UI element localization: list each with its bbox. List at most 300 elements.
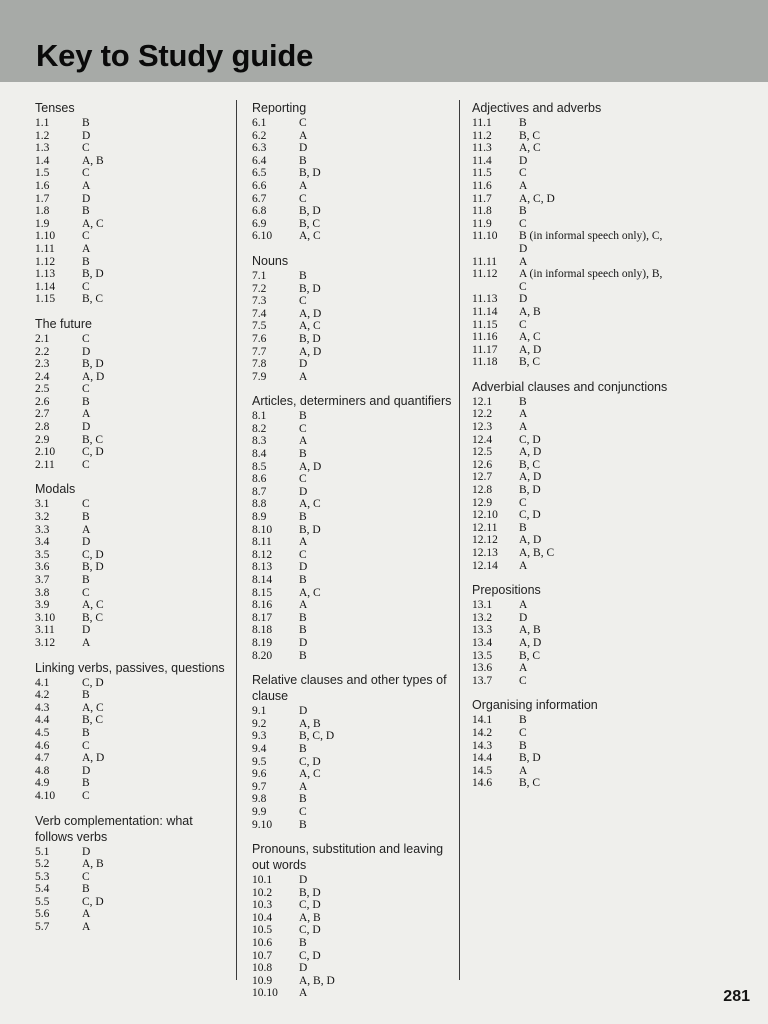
answer-row xyxy=(252,180,452,193)
question-number: 1.10 xyxy=(35,230,56,243)
question-number: 4.9 xyxy=(35,777,50,790)
question-number: 3.1 xyxy=(35,498,50,511)
answer-value: A, C xyxy=(519,331,541,344)
column-divider xyxy=(236,100,237,980)
question-number: 9.10 xyxy=(252,818,273,831)
answer-value: A, C xyxy=(299,768,321,781)
question-number: 11.14 xyxy=(472,305,498,318)
answer-value: D xyxy=(299,705,308,718)
question-number: 6.2 xyxy=(252,129,267,142)
question-number: 5.3 xyxy=(35,870,50,883)
question-number: 9.4 xyxy=(252,742,267,755)
question-number: 7.1 xyxy=(252,269,267,282)
answer-value: A xyxy=(82,921,91,934)
answer-row xyxy=(472,612,672,625)
question-number: 10.5 xyxy=(252,924,273,937)
question-number: 10.4 xyxy=(252,911,273,924)
answer-row xyxy=(252,937,452,950)
answer-row xyxy=(35,358,231,371)
answer-value: C, D xyxy=(519,433,541,446)
question-number: 7.2 xyxy=(252,282,267,295)
question-number: 10.6 xyxy=(252,937,273,950)
answer-value: D xyxy=(519,293,528,306)
answer-value: C xyxy=(519,217,527,230)
answer-value: A, D xyxy=(519,446,542,459)
answer-row xyxy=(252,743,452,756)
question-number: 3.12 xyxy=(35,636,56,649)
answer-row xyxy=(472,155,672,168)
question-number: 3.8 xyxy=(35,586,50,599)
answer-row xyxy=(472,306,672,319)
answer-value: A xyxy=(299,370,308,383)
answer-value: C xyxy=(299,805,307,818)
question-number: 1.15 xyxy=(35,293,56,306)
answer-value: A xyxy=(82,179,91,192)
answer-row xyxy=(35,293,231,306)
answer-value: B xyxy=(82,255,90,268)
question-number: 1.5 xyxy=(35,167,50,180)
answer-row xyxy=(472,637,672,650)
answer-value: B xyxy=(299,742,307,755)
answer-row xyxy=(472,522,672,535)
answer-row xyxy=(472,117,672,130)
answer-row xyxy=(35,561,231,574)
answer-row xyxy=(472,396,672,409)
answer-row xyxy=(35,498,231,511)
question-number: 10.3 xyxy=(252,899,273,912)
question-number: 6.9 xyxy=(252,217,267,230)
answer-value: A, C xyxy=(82,701,104,714)
answer-value: D xyxy=(82,345,91,358)
answer-row xyxy=(35,434,231,447)
answer-row xyxy=(252,962,452,975)
question-number: 1.9 xyxy=(35,217,50,230)
answer-row xyxy=(252,819,452,832)
answer-row xyxy=(35,130,231,143)
answer-row xyxy=(472,193,672,206)
answer-value: A, D xyxy=(299,345,322,358)
question-number: 8.19 xyxy=(252,636,273,649)
answer-row xyxy=(35,702,231,715)
answer-value: B xyxy=(299,649,307,662)
answer-value: C xyxy=(82,142,90,155)
answer-value: A xyxy=(519,421,528,434)
question-number: 8.18 xyxy=(252,624,273,637)
answer-value: B, D xyxy=(299,167,321,180)
question-number: 2.2 xyxy=(35,345,50,358)
answer-row xyxy=(252,320,452,333)
question-number: 9.3 xyxy=(252,730,267,743)
question-number: 8.11 xyxy=(252,536,272,549)
question-number: 14.6 xyxy=(472,777,493,790)
question-number: 4.6 xyxy=(35,739,50,752)
question-number: 6.7 xyxy=(252,192,267,205)
answer-row xyxy=(35,524,231,537)
question-number: 11.8 xyxy=(472,205,492,218)
answer-value: D xyxy=(299,874,308,887)
question-number: 11.10 xyxy=(472,230,498,243)
answer-value: D xyxy=(82,536,91,549)
answer-section xyxy=(252,100,452,243)
answer-column-2 xyxy=(252,100,452,1010)
section-title: Organising information xyxy=(472,698,598,713)
answer-row xyxy=(252,117,452,130)
question-number: 7.6 xyxy=(252,332,267,345)
answer-value: C, D xyxy=(82,895,104,908)
answer-row xyxy=(472,167,672,180)
question-number: 3.4 xyxy=(35,536,50,549)
answer-value: D xyxy=(299,561,308,574)
question-number: 11.12 xyxy=(472,268,498,281)
answer-value: D xyxy=(519,611,528,624)
answer-value: B xyxy=(299,818,307,831)
question-number: 7.8 xyxy=(252,358,267,371)
answer-row xyxy=(472,484,672,497)
question-number: 13.4 xyxy=(472,636,493,649)
answer-value: B, D xyxy=(299,886,321,899)
answer-value: A, C xyxy=(299,320,321,333)
question-number: 4.8 xyxy=(35,764,50,777)
answer-row xyxy=(35,408,231,421)
answer-row xyxy=(252,308,452,321)
answer-value: B, C xyxy=(82,611,104,624)
answer-row xyxy=(472,560,672,573)
question-number: 2.1 xyxy=(35,332,50,345)
answer-value: C xyxy=(519,726,527,739)
answer-row xyxy=(252,705,452,718)
answer-row xyxy=(472,446,672,459)
answer-value: C xyxy=(519,318,527,331)
answer-value: B, C xyxy=(82,433,104,446)
answer-value: B xyxy=(82,883,90,896)
answer-row xyxy=(35,637,231,650)
answer-row xyxy=(35,193,231,206)
answer-section xyxy=(472,100,672,369)
question-number: 11.7 xyxy=(472,192,492,205)
answer-row xyxy=(472,205,672,218)
answer-section xyxy=(252,393,452,662)
question-number: 2.6 xyxy=(35,395,50,408)
answer-row xyxy=(35,858,231,871)
answer-row xyxy=(472,752,672,765)
answer-row xyxy=(472,434,672,447)
answer-value: C xyxy=(299,192,307,205)
question-number: 3.3 xyxy=(35,523,50,536)
question-number: 2.8 xyxy=(35,421,50,434)
answer-value: A, C xyxy=(82,217,104,230)
question-number: 5.5 xyxy=(35,895,50,908)
section-title: Verb complementation: what follows verbs xyxy=(35,813,193,844)
question-number: 7.5 xyxy=(252,320,267,333)
answer-row xyxy=(35,268,231,281)
answer-value: B, C xyxy=(299,217,321,230)
section-title: Prepositions xyxy=(472,583,541,598)
answer-row xyxy=(252,561,452,574)
answer-value: B xyxy=(299,937,307,950)
section-title: Adjectives and adverbs xyxy=(472,101,602,115)
answer-section xyxy=(472,379,672,572)
answer-value: A, D xyxy=(82,370,105,383)
question-number: 5.2 xyxy=(35,858,50,871)
answer-row xyxy=(252,887,452,900)
question-number: 1.3 xyxy=(35,142,50,155)
question-number: 8.15 xyxy=(252,586,273,599)
answer-value: A xyxy=(299,987,308,1000)
answer-row xyxy=(472,471,672,484)
answer-row xyxy=(35,459,231,472)
answer-row xyxy=(252,218,452,231)
question-number: 2.7 xyxy=(35,408,50,421)
section-title: Adverbial clauses and conjunctions xyxy=(472,379,668,394)
question-number: 9.9 xyxy=(252,805,267,818)
answer-row xyxy=(472,765,672,778)
question-number: 1.13 xyxy=(35,268,56,281)
answer-value: B xyxy=(299,448,307,461)
answer-row xyxy=(252,270,452,283)
question-number: 1.12 xyxy=(35,255,56,268)
answer-row xyxy=(252,924,452,937)
answer-row xyxy=(35,281,231,294)
answer-value: A xyxy=(519,599,528,612)
answer-row xyxy=(472,624,672,637)
question-number: 1.2 xyxy=(35,129,50,142)
question-number: 8.20 xyxy=(252,649,273,662)
question-number: 11.18 xyxy=(472,356,498,369)
section-title: Reporting xyxy=(252,101,307,115)
answer-row xyxy=(252,756,452,769)
answer-value: A, C xyxy=(82,599,104,612)
question-number: 2.5 xyxy=(35,383,50,396)
question-number: 10.10 xyxy=(252,987,278,1000)
question-number: 11.16 xyxy=(472,331,498,344)
question-number: 14.3 xyxy=(472,739,493,752)
question-number: 12.12 xyxy=(472,534,498,547)
answer-value: B, C, D xyxy=(299,730,335,743)
answer-value: C xyxy=(82,789,90,802)
answer-value: C, D xyxy=(299,755,321,768)
column-divider xyxy=(459,100,460,980)
answer-row xyxy=(252,498,452,511)
answer-row xyxy=(35,908,231,921)
question-number: 9.1 xyxy=(252,705,267,718)
answer-value: C xyxy=(299,422,307,435)
answer-row xyxy=(35,624,231,637)
answer-value: C, D xyxy=(299,949,321,962)
answer-value: B, D xyxy=(299,332,321,345)
question-number: 8.8 xyxy=(252,498,267,511)
answer-row xyxy=(252,193,452,206)
answer-value: A, D xyxy=(299,460,322,473)
section-title: Modals xyxy=(35,482,76,497)
answer-value: C xyxy=(82,586,90,599)
answer-value: C xyxy=(82,739,90,752)
answer-row xyxy=(35,333,231,346)
question-number: 11.2 xyxy=(472,129,492,142)
question-number: 4.10 xyxy=(35,789,56,802)
question-number: 7.3 xyxy=(252,295,267,308)
answer-row xyxy=(252,435,452,448)
answer-row xyxy=(35,765,231,778)
answer-value: C xyxy=(299,548,307,561)
answer-value: D xyxy=(82,192,91,205)
answer-row xyxy=(35,511,231,524)
answer-value: A xyxy=(82,242,91,255)
answer-row xyxy=(472,547,672,560)
answer-value: D xyxy=(519,154,528,167)
answer-row xyxy=(472,293,672,306)
answer-value: B, C xyxy=(519,649,541,662)
question-number: 7.7 xyxy=(252,345,267,358)
answer-column-1 xyxy=(35,100,231,944)
answer-value: B, C xyxy=(82,714,104,727)
answer-row xyxy=(252,130,452,143)
question-number: 3.11 xyxy=(35,624,55,637)
question-number: 11.6 xyxy=(472,179,492,192)
answer-row xyxy=(252,574,452,587)
answer-value: B xyxy=(299,154,307,167)
answer-row xyxy=(35,714,231,727)
answer-value: A, B, C xyxy=(519,547,555,559)
answer-value: B xyxy=(82,511,90,524)
answer-value: A, C, D xyxy=(519,192,555,205)
answer-value: B (in informal speech only), C, D xyxy=(519,230,663,255)
answer-row xyxy=(252,486,452,499)
question-number: 13.7 xyxy=(472,674,493,687)
answer-row xyxy=(252,524,452,537)
question-number: 10.8 xyxy=(252,962,273,975)
question-number: 8.10 xyxy=(252,523,273,536)
answer-value: C xyxy=(82,280,90,293)
answer-value: C xyxy=(82,458,90,471)
answer-row xyxy=(35,777,231,790)
answer-value: B, C xyxy=(519,129,541,142)
page-title: Key to Study guide xyxy=(36,38,314,73)
answer-row xyxy=(35,871,231,884)
question-number: 1.6 xyxy=(35,179,50,192)
answer-value: C xyxy=(82,230,90,243)
question-number: 2.3 xyxy=(35,358,50,371)
answer-value: D xyxy=(299,485,308,498)
answer-value: D xyxy=(82,129,91,142)
answer-value: A, C xyxy=(299,498,321,511)
question-number: 13.2 xyxy=(472,611,493,624)
answer-value: B, D xyxy=(299,523,321,536)
question-number: 8.16 xyxy=(252,599,273,612)
answer-row xyxy=(472,714,672,727)
answer-row xyxy=(252,975,452,988)
answer-value: A xyxy=(299,129,308,142)
answer-row xyxy=(252,806,452,819)
question-number: 4.5 xyxy=(35,726,50,739)
question-number: 5.7 xyxy=(35,921,50,934)
answer-row xyxy=(35,446,231,459)
question-number: 12.7 xyxy=(472,471,493,484)
question-number: 3.6 xyxy=(35,561,50,574)
answer-value: D xyxy=(82,421,91,434)
answer-value: A xyxy=(519,255,528,268)
answer-row xyxy=(472,268,672,293)
answer-row xyxy=(252,899,452,912)
answer-value: C xyxy=(82,167,90,180)
answer-row xyxy=(252,599,452,612)
answer-value: C xyxy=(299,295,307,308)
answer-value: D xyxy=(82,764,91,777)
question-number: 13.1 xyxy=(472,599,493,612)
question-number: 4.2 xyxy=(35,689,50,702)
answer-value: A, D xyxy=(519,534,542,547)
question-number: 2.11 xyxy=(35,458,55,471)
answer-value: B xyxy=(519,117,527,129)
answer-row xyxy=(472,740,672,753)
answer-value: B, D xyxy=(82,561,104,574)
answer-row xyxy=(472,421,672,434)
answer-value: B xyxy=(519,739,527,752)
answer-value: A xyxy=(82,408,91,421)
answer-section xyxy=(252,672,452,831)
answer-row xyxy=(35,846,231,859)
answer-row xyxy=(252,295,452,308)
answer-value: C, D xyxy=(299,899,321,912)
section-title: Linking verbs, passives, questions xyxy=(35,660,225,675)
answer-row xyxy=(35,536,231,549)
answer-value: B xyxy=(299,624,307,637)
answer-value: A xyxy=(82,636,91,649)
answer-value: B, C xyxy=(519,777,541,790)
answer-row xyxy=(252,473,452,486)
answer-row xyxy=(472,509,672,522)
answer-value: A, B xyxy=(519,624,541,637)
answer-row xyxy=(252,410,452,423)
section-title: The future xyxy=(35,316,92,331)
answer-row xyxy=(252,912,452,925)
answer-value: B xyxy=(519,395,527,408)
answer-row xyxy=(252,283,452,296)
answer-value: B xyxy=(82,395,90,408)
answer-row xyxy=(35,243,231,256)
answer-row xyxy=(35,752,231,765)
answer-value: B, D xyxy=(299,205,321,218)
answer-section xyxy=(472,697,672,790)
answer-value: C, D xyxy=(82,446,104,459)
answer-row xyxy=(252,511,452,524)
answer-value: A xyxy=(519,662,528,675)
question-number: 6.8 xyxy=(252,205,267,218)
question-number: 8.3 xyxy=(252,435,267,448)
question-number: 8.17 xyxy=(252,611,273,624)
question-number: 11.3 xyxy=(472,142,492,155)
question-number: 11.11 xyxy=(472,255,498,268)
question-number: 1.7 xyxy=(35,192,50,205)
question-number: 11.5 xyxy=(472,167,492,180)
section-title: Tenses xyxy=(35,101,75,115)
question-number: 12.14 xyxy=(472,559,498,572)
answer-row xyxy=(35,396,231,409)
answer-row xyxy=(252,624,452,637)
answer-value: A xyxy=(519,764,528,777)
question-number: 1.1 xyxy=(35,117,50,129)
answer-row xyxy=(252,793,452,806)
answer-row xyxy=(472,130,672,143)
answer-row xyxy=(252,167,452,180)
question-number: 1.8 xyxy=(35,205,50,218)
answer-value: A xyxy=(299,599,308,612)
answer-value: C xyxy=(299,117,307,129)
answer-row xyxy=(472,319,672,332)
question-number: 14.4 xyxy=(472,752,493,765)
answer-value: B, C xyxy=(519,458,541,471)
answer-row xyxy=(252,371,452,384)
answer-value: A, D xyxy=(519,471,542,484)
